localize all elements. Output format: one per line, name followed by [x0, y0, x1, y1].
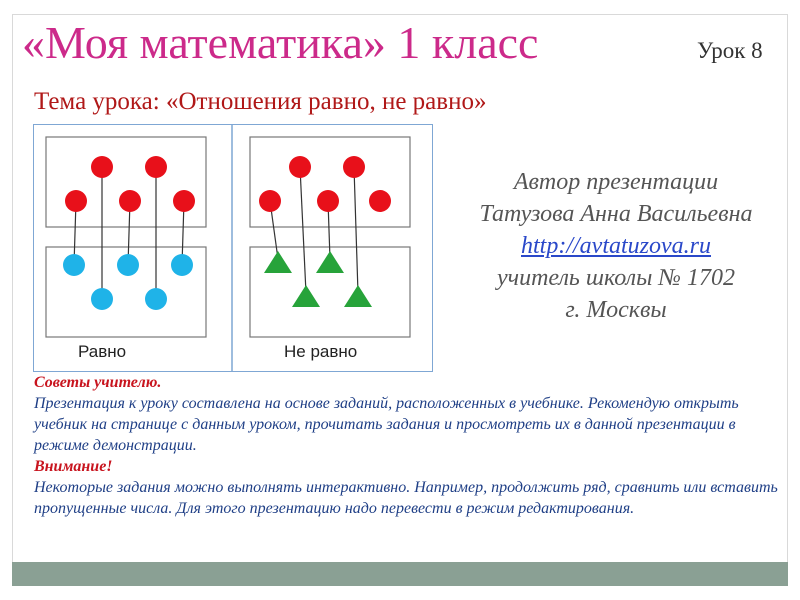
red-circle: [369, 190, 391, 212]
red-circle: [289, 156, 311, 178]
caption-equal: Равно: [78, 342, 127, 361]
warning-heading: Внимание!: [34, 458, 113, 475]
blue-circle: [91, 288, 113, 310]
blue-circle: [145, 288, 167, 310]
green-triangle: [264, 251, 292, 273]
blue-circle: [63, 254, 85, 276]
green-triangle: [316, 251, 344, 273]
lesson-topic: Тема урока: «Отношения равно, не равно»: [34, 88, 487, 115]
red-circle: [65, 190, 87, 212]
footer-bar: [12, 562, 788, 586]
left-top-box: [46, 137, 206, 227]
caption-not-equal: Не равно: [284, 342, 358, 361]
author-city: г. Москвы: [565, 297, 667, 323]
lesson-number: Урок 8: [697, 38, 763, 63]
match-line: [354, 167, 358, 293]
red-circle: [259, 190, 281, 212]
red-circle: [119, 190, 141, 212]
author-name: Татузова Анна Васильевна: [479, 201, 753, 227]
author-block: [436, 166, 796, 326]
warning-text: Некоторые задания можно выполнять интерактивно. Например, продолжить ряд, сравнить или вставить пропущенные числа. Для этого презентацию надо перевести в режим редактирования.: [34, 479, 778, 517]
match-line: [300, 167, 306, 293]
matching-diagram-svg: [34, 125, 432, 371]
green-triangle: [292, 285, 320, 307]
green-triangle: [344, 285, 372, 307]
author-position: учитель школы № 1702: [496, 265, 736, 291]
red-circle: [91, 156, 113, 178]
author-website-link[interactable]: http://avtatuzova.ru: [521, 233, 711, 259]
red-circle: [145, 156, 167, 178]
blue-circle: [117, 254, 139, 276]
teacher-advice: [34, 372, 779, 519]
advice-text: Презентация к уроку составлена на основе заданий, расположенных в учебнике. Рекомендую открыть учебник на странице с данным уроком, прочитать задания и просмотреть их в данной презентации в режиме демонстрации.: [34, 395, 739, 454]
red-circle: [173, 190, 195, 212]
slide-title: «Моя математика» 1 класс: [22, 17, 539, 68]
red-circle: [317, 190, 339, 212]
right-top-box: [250, 137, 410, 227]
advice-heading: Советы учителю.: [34, 374, 162, 391]
blue-circle: [171, 254, 193, 276]
author-label: Автор презентации: [513, 169, 719, 195]
red-circle: [343, 156, 365, 178]
matching-diagram: [33, 124, 433, 372]
